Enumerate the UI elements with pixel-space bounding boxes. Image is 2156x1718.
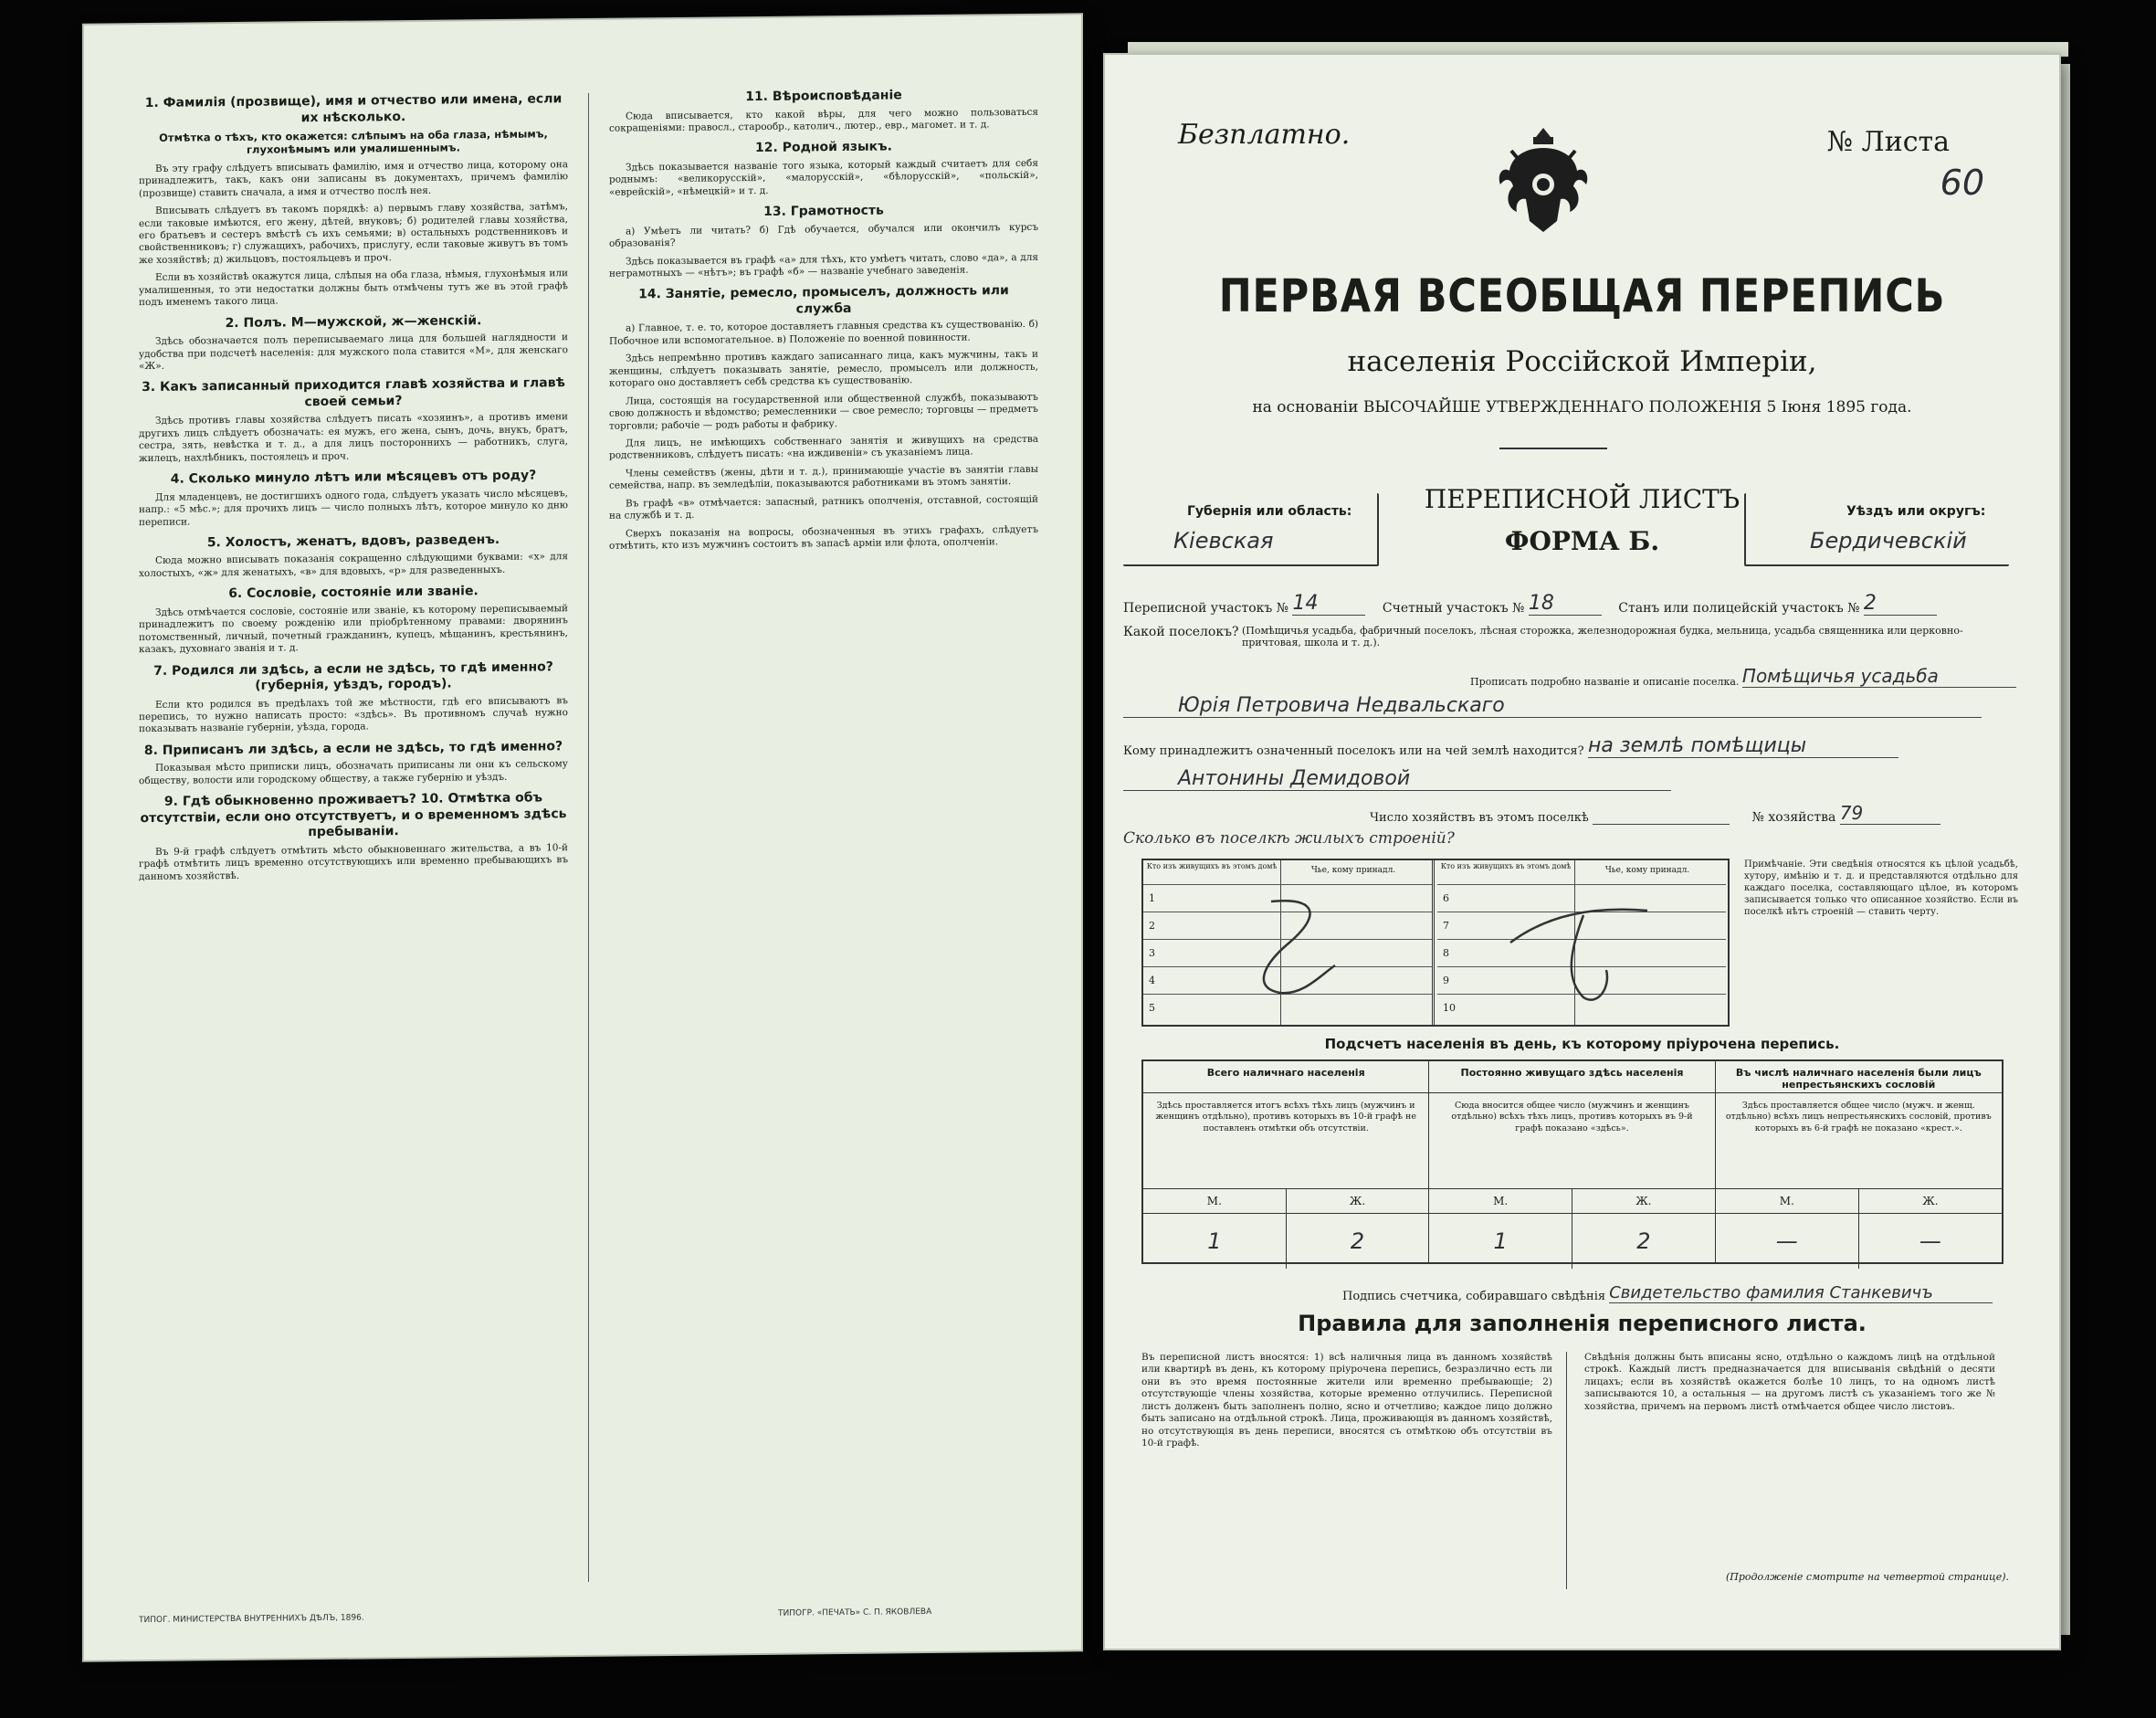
paragraph: Сюда вписывается, кто какой вѣры, для чего можно пользоваться сокращеніями: правосл., старообр., католич., лютер., евр., магомет. и т. д. <box>609 106 1038 134</box>
buildings-row <box>1123 829 2041 848</box>
section-note: Отмѣтка о тѣхъ, кто окажется: слѣпымъ на оба глаза, нѣмымъ, глухонѣмымъ или умалишеннымъ. <box>159 127 548 157</box>
households-value <box>1593 824 1730 825</box>
paragraph: Здѣсь отмѣчается сословіе, состояніе или званіе, къ которому переписываемый принадлежитъ по своему рожденію или пріобрѣтенному правами: дворянинъ потомственный, личный, почетный гражданинъ, купецъ, мѣщанинъ, крестьянинъ, казакъ, духовнаго званія и т. д. <box>139 602 568 656</box>
count-values-row <box>1429 1214 1714 1269</box>
paragraph: Показывая мѣсто приписки лицъ, обозначать приписаны ли они къ сельскому обществу, волости или городскому обществу, а также губернію и уѣздъ. <box>139 758 568 786</box>
count-column <box>1143 1061 1429 1262</box>
section-heading: 14. Занятіе, ремесло, промыселъ, должность или служба <box>638 283 1009 317</box>
column-divider <box>588 93 589 1582</box>
owner-value: на землѣ помѣщицы <box>1588 734 1898 758</box>
signature-value: Свидетельство фамилия Станкевичъ <box>1609 1283 1993 1303</box>
section-heading: 13. Грамотность <box>763 203 884 220</box>
paragraph: Въ эту графу слѣдуетъ вписывать фамилію, имя и отчество лица, которому она принадлежитъ, такъ, какъ они записаны въ документахъ, причемъ фамилію (прозвище) ставить сначала, а имя и отчество послѣ нея. <box>139 158 568 199</box>
building-row-number: 3 <box>1149 947 1155 959</box>
census-district-value: 14 <box>1292 592 1365 616</box>
count-values-row <box>1143 1214 1428 1269</box>
count-value: — <box>1716 1214 1859 1269</box>
sex-header-row <box>1716 1189 2002 1214</box>
owner-value-line-2: Антонины Демидовой <box>1123 767 1671 791</box>
count-column-header: Въ числѣ наличнаго населенія были лицъ непрестьянскихъ сословій <box>1716 1061 2002 1093</box>
section-heading: 9. Гдѣ обыкновенно проживаетъ? 10. Отмѣтка объ отсутствіи, если оно отсутствуетъ, и о временномъ здѣсь пребываніи. <box>140 790 567 840</box>
count-column-description: Здѣсь проставляется общее число (мужч. и женщ. отдѣльно) всѣхъ лицъ непрестьянскихъ сословій, противъ которыхъ въ 6-й графѣ не показано «крест.». <box>1716 1093 2002 1189</box>
building-row-number: 5 <box>1149 1002 1155 1014</box>
handwritten-mark-right <box>1492 888 1675 1016</box>
section-heading: 6. Сословіе, состояніе или званіе. <box>228 584 479 602</box>
paragraph: а) Умѣетъ ли читать? б) Гдѣ обучается, обучался или окончилъ курсъ образованія? <box>609 221 1038 249</box>
building-row-number: 7 <box>1443 920 1449 932</box>
count-column-header: Постоянно живущаго здѣсь населенія <box>1429 1061 1714 1093</box>
count-column-header: Всего наличнаго населенія <box>1143 1061 1428 1093</box>
continued-note: (Продолженіе смотрите на четвертой странице). <box>1726 1571 2009 1583</box>
paragraph: Члены семействъ (жены, дѣти и т. д.), принимающіе участіе въ занятіи главы семейства, напр. въ земледѣліи, показываются работниками въ этомъ занятіи. <box>609 463 1038 491</box>
count-column <box>1429 1061 1715 1262</box>
building-row-number: 8 <box>1443 947 1449 959</box>
section-heading: 3. Какъ записанный приходится главѣ хозяйства и главѣ своей семьи? <box>142 375 565 410</box>
paper-stack-edge <box>2059 64 2070 1635</box>
right-page <box>1105 55 2059 1649</box>
paragraph: Въ 9-й графѣ слѣдуетъ отмѣтить мѣсто обыкновеннаго жительства, а въ 10-й графѣ отмѣтить лицъ временно отсутствующихъ или временно пребывающихъ въ данномъ хозяйствѣ. <box>139 841 568 882</box>
building-row-number: 1 <box>1149 892 1155 904</box>
count-column-description: Здѣсь проставляется итогъ всѣхъ тѣхъ лицъ (мужчинъ и женщинъ отдѣльно), противъ которыхъ въ 10-й графѣ не поставленъ отмѣтки объ отсутствіи. <box>1143 1093 1428 1189</box>
count-district-value: 18 <box>1529 592 1602 616</box>
owner-row <box>1123 734 2041 758</box>
population-count-table <box>1141 1059 2004 1264</box>
district-numbers-row <box>1123 592 2041 616</box>
form-subtitle: ФОРМА Б. <box>1504 526 1660 556</box>
section-heading: 7. Родился ли здѣсь, а если не здѣсь, то гдѣ именно? (губернія, уѣздъ, городъ). <box>153 659 553 693</box>
buildings-header-b-right: Чье, кому принадл. <box>1604 866 1690 875</box>
male-header: М. <box>1143 1189 1287 1213</box>
buildings-header-a-right: Кто изъ живущихъ въ этомъ домѣ <box>1440 862 1572 870</box>
handwritten-mark-left <box>1235 888 1362 1016</box>
count-value: 1 <box>1143 1214 1287 1269</box>
section-heading: 2. Полъ. М—мужской, ж—женскій. <box>225 312 482 331</box>
paragraph: а) Главное, т. е. то, которое доставляетъ главныя средства къ существованію. б) Побочное или вспомогательное. в) Положеніе по военной повинности. <box>609 319 1038 347</box>
paragraph: Въ графѣ «в» отмѣчается: запасный, ратникъ ополченія, отставной, состоящій на службѣ и т. д. <box>609 493 1038 522</box>
rules-title: Правила для заполненія переписного листа. <box>1298 1311 1867 1336</box>
building-row-number: 4 <box>1149 975 1155 986</box>
printer-imprint: ТИПОГ. МИНИСТЕРСТВА ВНУТРЕННИХЪ ДѢЛЪ, 1896. <box>139 1613 364 1626</box>
police-district-value: 2 <box>1864 592 1937 616</box>
female-header: Ж. <box>1349 1195 1366 1207</box>
count-title: Подсчетъ населенія въ день, къ которому пріурочена перепись. <box>1324 1036 1840 1052</box>
section-heading: 1. Фамилія (прозвище), имя и отчество или имена, если их нѣсколько. <box>144 91 563 125</box>
census-title: ПЕРВАЯ ВСЕОБЩАЯ ПЕРЕПИСЬ <box>1218 269 1946 322</box>
count-value: — <box>1919 1228 1941 1254</box>
district-label: Уѣздъ или округъ: <box>1846 504 1986 519</box>
section-heading: 5. Холостъ, женатъ, вдовъ, разведенъ. <box>206 532 500 551</box>
female-header: Ж. <box>1635 1195 1652 1207</box>
settlement-name-hint: Прописать подробно названіе и описаніе поселка. <box>1470 676 1740 688</box>
free-label: Безплатно. <box>1178 119 1351 151</box>
owner-label: Кому принадлежитъ означенный поселокъ или на чей землѣ находится? <box>1123 744 1584 758</box>
section-heading: 8. Приписанъ ли здѣсь, а если не здѣсь, то гдѣ именно? <box>143 739 563 758</box>
households-row <box>1123 802 2041 825</box>
settlement-label: Какой поселокъ? <box>1123 625 1239 639</box>
settlement-value: Помѣщичья усадьба <box>1742 665 2016 688</box>
double-headed-eagle-emblem <box>1493 121 1593 239</box>
paragraph: Если въ хозяйствѣ окажутся лица, слѣпыя на оба глаза, нѣмыя, глухонѣмыя или умалишенныя, то эти недостатки должны быть отмѣчены тутъ же въ этой графѣ подъ именемъ такого лица. <box>139 268 568 309</box>
count-column <box>1716 1061 2002 1262</box>
settlement-value-line-2: Юрія Петровича Недвальскаго <box>1123 694 1982 718</box>
settlement-name-row <box>1123 665 2041 688</box>
paragraph: Здѣсь обозначается полъ переписываемаго лица для большей наглядности и удобства при подсчетѣ населенія: для мужского пола ставится «М», для женскаго «Ж». <box>139 332 568 373</box>
signature-row <box>1342 1283 1993 1303</box>
sheet-number-handwritten: 60 <box>1940 163 1984 203</box>
settlement-hint: (Помѣщичья усадьба, фабричный поселокъ, лѣсная сторожка, железнодорожная будка, мельница, усадьба священника или церковно-причтовая, школа и т. д.). <box>1242 625 1963 648</box>
paragraph: Лица, состоящія на государственной или общественной службѣ, показываютъ свою должность и вѣдомство; ремесленники — свое ремесло; торговцы — предметъ торговли; рабочіе — родъ работы и фабрику. <box>609 391 1038 432</box>
section-heading: 11. Вѣроисповѣданіе <box>745 88 902 105</box>
census-district-label: Переписной участокъ № <box>1123 601 1288 616</box>
paragraph: Сверхъ показанія на вопросы, обозначенныя въ этихъ графахъ, слѣдуетъ отмѣтить, кто изъ мужчинъ состоитъ въ запасѣ арміи или флота, ополченіи. <box>609 523 1038 552</box>
male-header: М. <box>1716 1189 1859 1213</box>
left-page-column-1 <box>139 84 568 1605</box>
buildings-label: Сколько въ поселкѣ жилыхъ строеній? <box>1123 829 1455 848</box>
male-header: М. <box>1429 1189 1572 1213</box>
buildings-note: Примѣчаніе. Эти сведѣнія относятся къ цѣлой усадьбѣ, хутору, имѣнію и т. д. и представляются отдѣльно для каждаго поселка, составляющаго цѣлое, въ которомъ записывается только что описанное хозяйство. Если въ поселкѣ нѣтъ строеній — ставить черту. <box>1744 859 2018 917</box>
household-number-label: № хозяйства <box>1751 810 1836 825</box>
form-title: ПЕРЕПИСНОЙ ЛИСТЪ <box>1424 484 1741 514</box>
printer-imprint-right: ТИПОГР. «ПЕЧАТЬ» С. П. ЯКОВЛЕВА <box>778 1607 932 1618</box>
owner-row-2 <box>1123 767 2041 791</box>
count-values-row <box>1716 1214 2002 1269</box>
left-page <box>84 15 1081 1660</box>
district-box <box>1744 493 2009 566</box>
building-row-number: 6 <box>1443 892 1449 904</box>
household-number-value: 79 <box>1840 802 1940 825</box>
buildings-table-left <box>1143 860 1435 1025</box>
decree-line: на основаніи ВЫСОЧАЙШЕ УТВЕРЖДЕННАГО ПОЛОЖЕНІЯ 5 Іюня 1895 года. <box>1252 398 1912 416</box>
count-value: 1 <box>1429 1214 1572 1269</box>
paragraph: Здѣсь противъ главы хозяйства слѣдуетъ писать «хозяинъ», а противъ имени другихъ лицъ слѣдуетъ обозначать: ея мужъ, его жена, сынъ, дочь, внукъ, братъ, сестра, зять, невѣстка и т. д., а для лицъ постороннихъ — работникъ, слуга, жилецъ, нахлѣбникъ, постоялецъ и проч. <box>139 411 568 464</box>
sex-header-row <box>1429 1189 1714 1214</box>
building-row-number: 9 <box>1443 975 1449 986</box>
title-rule <box>1499 448 1607 449</box>
rules-right-text: Свѣдѣнія должны быть вписаны ясно, отдѣльно о каждомъ лицѣ на отдѣльной строкѣ. Каждый листъ предназначается для вписыванія свѣдѣній о десяти лицахъ; если въ хозяйствѣ окажется болѣе 10 лицъ, то на одномъ листѣ записываются 10, а остальныя — на другомъ листѣ съ указаніемъ того же № хозяйства, причемъ на первомъ листѣ отмѣчается общее число листовъ. <box>1584 1352 1995 1412</box>
paragraph: Вписывать слѣдуетъ въ такомъ порядкѣ: а) первымъ главу хозяйства, затѣмъ, если таковые имѣются, его жену, дѣтей, внуковъ; б) родителей главы хозяйства, его братьевъ и сестеръ вмѣстѣ съ ихъ семьями; в) остальныхъ родственниковъ и свойственниковъ; г) служащихъ, рабочихъ, прислугу, если таковые живутъ въ томъ же хозяйствѣ; д) жильцовъ, постояльцевъ и проч. <box>139 201 568 266</box>
province-label: Губернія или область: <box>1187 504 1352 519</box>
rules-divider <box>1566 1352 1567 1589</box>
census-subtitle: населенія Россійской Имперіи, <box>1347 345 1817 378</box>
section-heading: 12. Родной языкъ. <box>755 139 892 156</box>
signature-label: Подпись счетчика, собиравшаго свѣдѣнія <box>1342 1290 1606 1303</box>
paragraph: Для младенцевъ, не достигшихъ одного года, слѣдуетъ указать число мѣсяцевъ, напр.: «5 мѣс.»; для прочихъ лицъ — число полныхъ лѣтъ, которое минуло ко дню переписи. <box>139 487 568 528</box>
paragraph: Если кто родился въ предѣлахъ той же мѣстности, гдѣ его вписываютъ въ перепись, то нужно написать просто: «здѣсь». Въ противномъ случаѣ нужно показывать названіе губерніи, уѣзда, города. <box>139 694 568 735</box>
count-value: 2 <box>1636 1228 1651 1254</box>
paragraph: Сюда можно вписывать показанія сокращенно слѣдующими буквами: «х» для холостыхъ, «ж» для женатыхъ, «в» для вдовыхъ, «р» для разведенныхъ. <box>139 551 568 579</box>
paragraph: Для лицъ, не имѣющихъ собственнаго занятія и живущихъ на средства родственниковъ, слѣдуетъ писать: «на иждивеніи» съ указаніемъ лица. <box>609 433 1038 462</box>
buildings-header-b: Чье, кому принадл. <box>1310 866 1396 875</box>
sex-header-row <box>1143 1189 1428 1214</box>
buildings-table <box>1141 859 1730 1027</box>
building-row-number: 10 <box>1443 1002 1456 1014</box>
count-district-label: Счетный участокъ № <box>1382 601 1525 616</box>
paragraph: Здѣсь показывается въ графѣ «а» для тѣхъ, кто умѣетъ читать, слово «да», а для неграмотныхъ — «нѣтъ»; въ графѣ «б» — названіе учебнаго заведенія. <box>609 251 1038 279</box>
households-label: Число хозяйствъ въ этомъ поселкѣ <box>1370 811 1589 825</box>
paragraph: Здѣсь показывается названіе того языка, который каждый считаетъ для себя роднымъ: «великорусскій», «малорусскій», «бѣлорусскій», «польскій», «еврейскій», «нѣмецкій» и т. д. <box>609 157 1038 198</box>
police-district-label: Станъ или полицейскій участокъ № <box>1618 601 1860 616</box>
buildings-table-right <box>1437 860 1726 1025</box>
district-value: Бердичевскій <box>1810 528 1967 553</box>
rules-left-text: Въ переписной листъ вносятся: 1) всѣ наличныя лица въ данномъ хозяйствѣ или квартирѣ въ день, къ которому пріурочена перепись, безразлично есть ли они въ это время постоянные жители или временно пребывающіе; 2) отсутствующіе члены хозяйства, которые временно отлучились. Переписной листъ долженъ быть заполненъ полно, ясно и отчетливо; каждое лицо должно быть записано на отдѣльной строкѣ. Лица, проживающія въ данномъ хозяйствѣ, но отсутствующія въ день переписи, вносятся съ отмѣткою объ отсутствіи въ 10-й графѣ. <box>1141 1352 1552 1449</box>
sheet-number-label: № Листа <box>1826 126 1950 158</box>
section-heading: 4. Сколько минуло лѣтъ или мѣсяцевъ отъ роду? <box>170 468 537 487</box>
female-header: Ж. <box>1922 1195 1939 1207</box>
count-value: 2 <box>1350 1228 1365 1254</box>
count-column-description: Сюда вносится общее число (мужчинъ и женщинъ отдѣльно) всѣхъ тѣхъ лицъ, противъ которыхъ въ 9-й графѣ показано «здѣсь». <box>1429 1093 1714 1189</box>
building-row-number: 2 <box>1149 920 1155 932</box>
count-grid <box>1143 1061 2002 1262</box>
settlement-row <box>1123 625 2041 648</box>
settlement-owner-name-row <box>1123 694 2041 718</box>
left-page-column-2 <box>609 79 1038 1600</box>
buildings-header-a: Кто изъ живущихъ въ этомъ домѣ <box>1146 862 1278 870</box>
province-value: Кіевская <box>1173 528 1274 553</box>
paragraph: Здѣсь непремѣнно противъ каждаго записаннаго лица, какъ мужчины, такъ и женщины, слѣдуетъ показывать занятіе, ремесло, промыселъ или должность, котораго оно доставляетъ себѣ средства къ существованію. <box>609 349 1038 389</box>
